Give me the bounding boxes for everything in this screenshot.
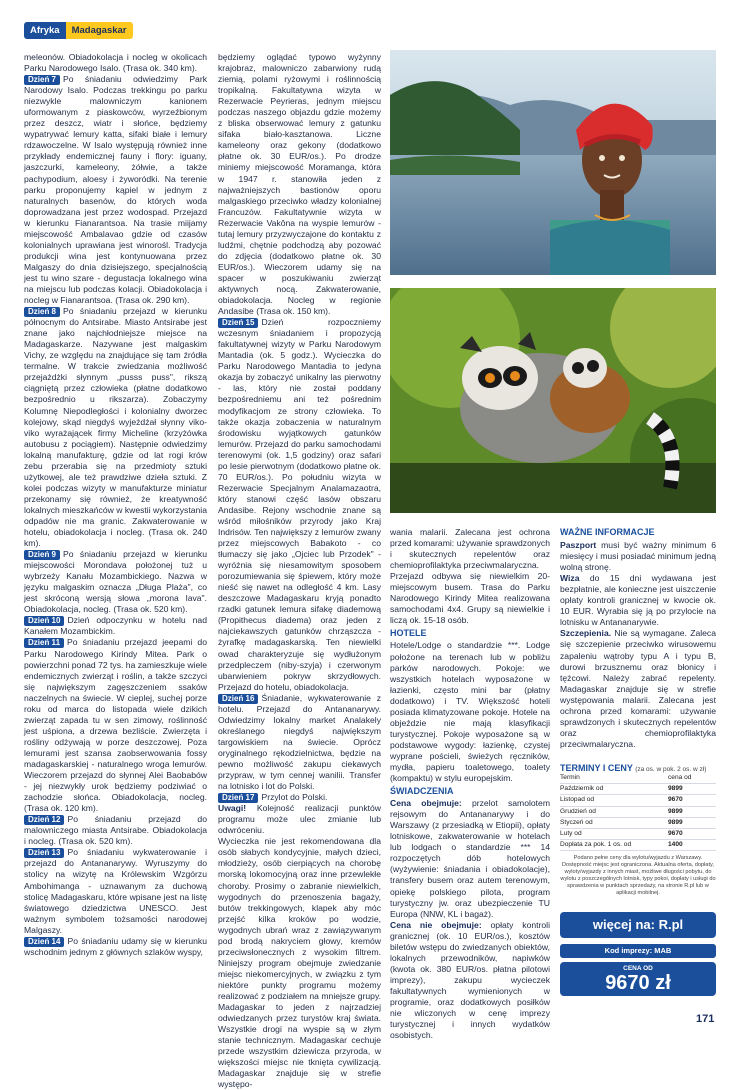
itinerary-text: Wycieczka nie jest rekomendowana dla osób słabych kondycyjnie, małych dzieci, młodzieży, osób cierpiących na chorobę morską lokomocyjną oraz inne przewlekłe choroby. Prosimy o zabranie niewielkich, wygodnych do przenoszenia bagaży, butów trekkingowych, klapek aby móc przejść kilka kroków po wodzie, wygodnych ubrań wraz z zawiązywanym pod brodą nakryciem głowy, kremów przeciwsłonecznych z wysokim filtrem. Niniejszy program obejmuje zwiedzanie miejsc niekomercyjnych, w związku z tym niektóre punkty programu możemy realizować z podziałem na mniejsze grupy. Madagaskar to jeden z najrzadziej odwiedzanych przez turystów kraj świata. Wszystkie drogi na wyspie są w złym stanie technicznym. Madagaskar cechuje przede wszystkim dziewicza przyroda, w większości miejsc nie tknięta cywilizacją. Madagaskar znajduje się w strefie występo- [218,836,381,1090]
day-9-entry [24,549,207,615]
day-text: Dzień odpoczynku w hotelu nad Kanałem Mozambickim. [24,615,207,637]
terms-header-price: cena od [668,774,692,781]
excludes-label: Cena nie obejmuje: [390,919,482,930]
itinerary-text: będziemy oglądać typowo wyżynny krajobraz, malowniczo zabarwiony rudą ziemią, polami ryżowymi i roślinnością tropikalną. Fakultatywna wizyta w Rezerwacie Peyrieras, jednym miejscu podczas naszego objazdu gdzie możemy z bliska obserwować lemury z gatunku sifaka biało-kasztanowa. Liczne kameleony oraz gekony (dodatkowo płatne ok. 30 EUR/os.). Po drodze miniemy miejscowość Moramanga, która w 1947 r. stanowiła jeden z najważniejszych bastionów oporu malgaskiego przeciwko władzy kolonialnej Francuzów. Fakultatywnie wizyta w Rezerwacie Vakôna na wyspie lemurów - tutaj lemury przyzwyczajone do kontaktu z ludźmi, chętnie podchodzą aby pozować do zdjęcia (dodatkowo płatne ok. 30 EUR/os.). Wieczorem udamy się na spacer w poszukiwaniu zwierząt aktywnych nocą. Zakwaterowanie, obiadokolacja. Nocleg w regionie Andasibe (Trasa ok. 150 km). [218,52,381,317]
term-label: Styczeń od [560,818,593,826]
visa-label: Wiza [560,573,580,584]
photo-malagasy-woman [390,50,716,275]
photo-ring-tailed-lemurs [390,288,716,513]
day-text: Po śniadaniu wykwaterowanie i przejazd do Antananarywy. Wyruszymy do stolicy na wizytę na Królewskim Wzgórzu Ambohimanga - uznawanym za duchową stolicę Madagaskaru, które wpisane jest na listę światowego dziedzictwa UNESCO. Jest ważnym symbolem tożsamości narodowej Malgaszy. [24,847,207,935]
terms-title [560,763,716,773]
table-row [560,807,716,818]
day-text: Po śniadaniu przejazd w kierunku miejscowości Morondava położonej tuż u wybrzeży Kanału Mozambickiego. Nazwa w języku malgaskim oznacza „Długa Plaża", co jest skróconą wersją słowa „morona lava". Obiadokolacja, nocleg. (Trasa ok. 520 km). [24,549,207,615]
info-column-4 [560,527,716,750]
notes-entry [218,803,381,836]
term-price: 9899 [668,818,683,826]
day-text: Przylot do Polski. [261,792,328,803]
day-16-entry [218,693,381,792]
hotels-text: Hotele/Lodge o standardzie ***. Lodge położone na terenach lub w pobliżu parków narodowych. Pokoje: we wszystkich hotelach wyposażone w łazienki, często mini bar (płatny dodatkowo) i TV. Większość hoteli posiada klimatyzowane pokoje. Hotele na objeździe nie mają klasyfikacji turystycznej. Pokoje wyposażone są w podstawowe wygody: łazienkę, czystej wyprane pościeli, świeżych ręczników, mydła, papieru toaletowego, toalety (kompaktu) w stylu europejskim. [390,640,550,784]
price-label: CENA OD [623,965,653,972]
vaccination-entry [560,628,716,750]
day-14-entry [24,936,207,958]
info-column-3 [390,527,550,1041]
transport-text: Przejazd odbywa się niewielkim 20-miejscowym busem. Trasa do Parku Narodowego Kirindy Mitea realizowana samochodami 4x4. Grupy są niewielkie i liczą ok. 15-18 osób. [390,571,550,626]
terms-header-row [560,773,716,784]
day-13-entry [24,847,207,935]
passport-text: musi być ważny minimum 6 miesięcy i musi posiadać minimum jedną wolną stronę. [560,540,717,573]
breadcrumb [24,22,133,39]
terms-title-text: TERMINY I CENY [560,763,633,773]
breadcrumb-country[interactable]: Madagaskar [66,22,133,39]
table-row [560,795,716,806]
notes-text: Kolejność realizacji punktów programu może ulec zmianie lub odwróceniu. [218,803,382,836]
notes-label: Uwagi! [218,803,247,814]
day-17-entry [218,792,381,803]
day-badge: Dzień 8 [24,307,60,317]
terms-header-date: Termin [560,774,580,781]
day-badge: Dzień 14 [24,937,64,947]
term-label: Grudzień od [560,807,596,815]
itinerary-column-1 [24,52,207,958]
term-label: Dopłata za pok. 1 os. od [560,841,632,849]
passport-label: Paszport [560,540,597,551]
term-price: 9899 [668,807,683,815]
term-price: 9670 [668,796,683,804]
services-heading: ŚWIADCZENIA [390,786,454,797]
vaccination-text: Nie są wymagane. Zaleca się szczepienie przeciwko wirusowemu zapaleniu wątroby typu A i typu B, durowi brzusznemu oraz błonicy i tężcowi. Należy zabrać repelenty. Madagaskar znajduje się w strefie występowania malarii. Zalecana jest ochrona przed komarami: używanie sprawdzonych i skutecznych repelentów oraz chemioprofilaktyka przeciwmalaryczna. [560,628,716,749]
day-10-entry [24,615,207,637]
day-badge: Dzień 12 [24,815,64,825]
includes-text: przelot samolotem rejsowym do Antananarywy i do Warszawy (z przesiadką w Etiopii), opłaty lotniskowe, zakwaterowanie w hotelach lub lodgach o standardzie *** 14 rozpoczętych dób hotelowych (wyżywienie: śniadania i obiadokolacje), transfery busem oraz autem terenowym, opiekę polskiego pilota, program turystyczny jw. oraz ubezpieczenie TU Europa (NNW, KL i bagaż). [390,798,550,919]
tour-code-badge: Kod imprezy: MAB [560,944,716,958]
day-badge: Dzień 11 [24,638,64,648]
terms-note: Podano pełne ceny dla wylotu/wyjazdu z Warszawy. Dostępność miejsc jest ograniczona. Aktualna oferta, dopłaty, wyloty/wyjazdy z innych miast, możliwe długości pobytu, do wylotu z poszczególnych lotnisk, typy pokoi, dopłaty i usługi do sprawdzenia w punktach sprzedaży, na stronie R.pl lub w aplikacji mobilnej. [560,855,716,897]
day-badge: Dzień 13 [24,848,64,858]
important-info-heading: WAŻNE INFORMACJE [560,527,655,537]
table-row [560,818,716,829]
terms-and-prices [560,763,716,897]
includes-entry [390,798,550,920]
hotels-heading: HOTELE [390,628,427,639]
price-value: 9670 zł [605,972,671,994]
day-badge: Dzień 17 [218,793,258,803]
vaccination-label: Szczepienia. [560,628,612,639]
includes-label: Cena obejmuje: [390,798,462,809]
more-info-link[interactable]: więcej na: R.pl [560,912,716,938]
terms-subtitle: (za os. w pok. 2 os. w zł) [635,766,707,773]
table-row [560,784,716,795]
breadcrumb-region[interactable]: Afryka [24,22,66,39]
day-text: Po śniadaniu udamy się w kierunku wschodnim jednym z głównych szlaków wyspy, [24,935,207,957]
day-11-entry [24,637,207,814]
day-badge: Dzień 16 [218,694,258,704]
term-price: 1400 [668,841,683,849]
photo-woman-illustration [390,50,716,275]
term-label: Październik od [560,785,604,793]
itinerary-column-2 [218,52,381,1090]
visa-entry [560,573,716,628]
day-text: Po śniadaniu przejazd jeepami do Parku Narodowego Kirindy Mitea. Park o powierzchni ponad 72 tys. ha zamieszkuje wiele endemicznych zwierząt i roślin, a także szczyci się największym zagęszczeniem ssaków naczelnych na świecie. W cieplej, suchej porze roku od marca do listopada wiele dzikich zwierząt zapada tu w sen zimowy, roślinność jest uśpiona, a drzewa bezliście. Zwierzęta i rośliny odżywają w porze deszczowej. Poza lemurami jest szansa zaobserwowania fossy madagaskarskiej - naturalnego wroga lemurów. Wieczorem przejazd do słynnej Alei Baobabów - jej niezwykły urok będziemy podziwiać o zachodzie słońca. Obiadokolacja, nocleg. (Trasa ok. 120 km). [24,637,207,814]
day-text: Po śniadaniu przejazd do malowniczego miasta Antsirabe. Obiadokolacja i nocleg. (Trasa ok. 520 km). [24,814,207,847]
day-badge: Dzień 10 [24,616,64,626]
day-text: Po śniadaniu odwiedzimy Park Narodowy Isalo. Podczas trekkingu po parku niezwykle malowniczym kanionem uformowanym z piaskowców, wyrzeźbionym przez deszcz, wiatr i słońce, będziemy wypatrywać lemury katta, sifaki białe i lemury rdzawoczelne. W Isalo występują również inne przykłady endemicznej fauny i flory: iguany, jaszczurki, kameleony, żółwie, a także pachypodium, aloesy i żyworódki. Na terenie parku proponujemy kąpiel w jednym z naturalnych basenów, do których woda doprowadzana jest przez wodospad. Przejazd w kierunku Fianarantsoa. Na trasie miijamy miejscowość Ambalavao gdzie od czasów kolonialnych uprawiana jest winorośl. Tradycja produkcji wina jest kontynuowana przez Malgaszy do dnia dzisiejszego, specjalnością jest tu wino szare - degustacja lokalnego wina na miejscu lub podczas kolacji. Obiadokolacja i nocleg w Fianarantsoa. (Trasa ok. 290 km). [24,74,207,306]
passport-entry [560,540,716,573]
excludes-entry [390,920,550,1042]
day-text: Po śniadaniu przejazd w kierunku północnym do Antsirabe. Miasto Antsirabe jest znane jako najchłodniejsze miejsce na Madagaskarze. Nazywane jest malgaskim Vichy, ze względu na znajdujące się tam źródła termalne. W trakcie zwiedzania możliwość przejażdżki słynnym „pusss puss", rikszą ciągniętą przez człowieka (płatne dodatkowo bezpośrednio u rikszarza). Zobaczymy Kolumnę Niepodległości i kolonialny dworzec kolejowy, skąd niegdyś wyjeżdżał słynny viko-viko wyrażającek firmy Micheline (krzyżówka autobusu z pociągiem). Następnie odwiedzimy lokalną manufakturę, gdzie od lat rogi krów zebu przerabia się na przedmioty sztuki użytkowej, ale też prawdziwe dzieła sztuki. Z kolei podczas wizyty w manufakturze miniatur przekonamy się również, że kreatywność lokalnych mieszkańców w kwestii wykorzystania odpadów nie ma granic. Zakwaterowanie w hotelu, obiadokolacja i nocleg. (Trasa ok. 240 km). [24,306,207,549]
day-text: Śniadanie, wykwaterowanie z hotelu. Przejazd do Antananarywy. Odwiedzimy lokalny market Analakely określanego niegdyś największym targowiskiem na świecie. Oprócz oryginalnego rękodzielnictwa, będzie na pewno możliwość zakupu ciekawych przypraw, w tym cennej wanilii. Transfer na lotnisko i lot do Polski. [218,692,381,792]
price-box [560,962,716,996]
day-badge: Dzień 9 [24,550,60,560]
malaria-text: wania malarii. Zalecana jest ochrona przed komarami: używanie sprawdzonych i skutecznych repelentów oraz chemioprofilaktyka przeciwmalaryczna. [390,527,550,571]
photo-lemurs-illustration [390,288,716,513]
term-label: Listopad od [560,796,595,804]
day-12-entry [24,814,207,847]
day-8-entry [24,306,207,549]
term-label: Luty od [560,829,582,837]
table-row [560,840,716,851]
day-15-entry [218,317,381,693]
term-price: 9670 [668,829,683,837]
day-badge: Dzień 7 [24,75,60,85]
day-7-entry [24,74,207,306]
excludes-text: opłaty kontroli granicznej (ok. 10 EUR/os.), kosztów biletów wstępu do zwiedzanych obiektów, lokalnych przewodników, napiwków (kwota ok. 380 EUR/os. płatna pilotowi imprezy), zakupu wycieczek fakultatywnych wymienionych w programie, oraz dodatkowych posiłków nie wliczonych w cenę imprezy turystycznej i innych wydatków osobistych. [390,919,550,1041]
term-price: 9899 [668,785,683,793]
day-badge: Dzień 15 [218,318,258,328]
page-number: 171 [696,1013,715,1025]
itinerary-text: meleonów. Obiadokolacja i nocleg w okolicach Parku Narodowego Isalo. (Trasa ok. 340 km). [24,52,207,74]
visa-text: do 15 dni wydawana jest bezpłatnie, ale konieczne jest uiszczenie opłaty kontroli granicznej w kwocie ok. 10 EUR. Wyrabia się ją po przylocie na lotnisku w Antananarywie. [560,573,716,628]
table-row [560,829,716,840]
day-text: Dzień rozpoczniemy wczesnym śniadaniem i propozycją fakultatywnej wizyty w Parku Narodowym Mantadia (ok. 5 godz.). Wycieczka do Parku Narodowego Mantadia to jedyna okazja by zobaczyć unikalny las pierwotny - las, który nie został poddany bezpośredniemu ani też pośrednim modyfikacjom ze strony człowieka. To także okazja zobaczenia w naturalnym środowisku wyjątkowych gatunków lemurów. Przejazd do parku samochodami terenowymi (ok. 1,5 godziny) oraz safari po lesie pierwotnym (dodatkowo płatne ok. 70 EUR/os.). Po południu wizyta w Rezerwacie Specjalnym Analamazaotra, który stanowi część lasów obszaru Andasibe. Rejony wschodnie znane są wśród miłośników przyrody jako Kraj Indrisów. Ten największy z lemurów zwany przez miejscowych Babakoto - co tłumaczy się jako „Ojciec lub Przodek" - wyróżnia się niesamowitym sposobem porozumiewania się śpiewem, który może nieść się nawet na odległość 4 km. Lasy deszczowe Madagaskaru kryją ponadto rzadki gatunek lemura sifakę diademową (Propithecus diadema) oraz jeden z najciekawszych gatunków chrząszcza - żyrafkę madagaskarską. Ten niewielki owad charakteryzuje się wydłużonym przedpleczem (niby-szyja) i czerwonym ubarwieniem pokryw skrzydłowych. Przejazd do hotelu, obiadokolacja. [218,317,381,692]
